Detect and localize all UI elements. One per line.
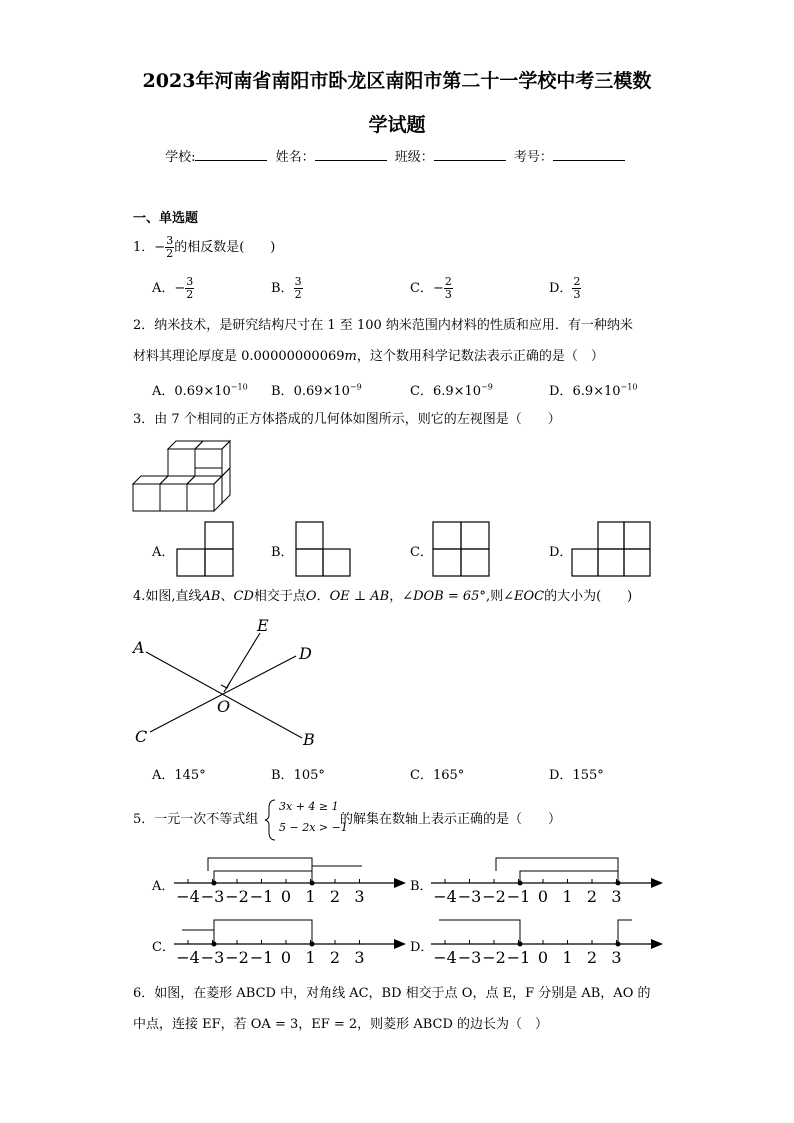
tick-label: −4	[176, 948, 200, 967]
solution-bracket	[208, 858, 312, 871]
q1-text: 的相反数是( )	[174, 240, 276, 255]
tick-label: 0	[280, 948, 292, 967]
q4-option-c[interactable]: C．165°	[410, 768, 465, 783]
q5-option-d-label[interactable]: D．	[410, 940, 434, 955]
solution-bracket	[214, 871, 312, 883]
q3-option-b-label[interactable]: B．	[271, 545, 294, 560]
tick-label: 0	[537, 887, 549, 906]
q4-option-a[interactable]: A．145°	[152, 768, 206, 783]
question-6-line2: 中点，连接 EF，若 OA = 3，EF = 2，则菱形 ABCD 的边长为（ ）	[133, 1017, 549, 1032]
numberline-b[interactable]	[431, 858, 663, 906]
question-2-line1: 2．纳米技术，是研究结构尺寸在 1 至 100 纳米范围内材料的性质和应用．有一种纳米	[133, 318, 633, 333]
endpoint-dot	[310, 942, 315, 947]
q5-option-c-label[interactable]: C．	[152, 940, 175, 955]
label-e: E	[257, 616, 269, 635]
endpoint-dot	[518, 942, 523, 947]
q5-ineq1: 3x + 4 ≥ 1	[279, 800, 339, 813]
tick-label: −1	[506, 948, 531, 967]
tick-label: −1	[249, 948, 274, 967]
q4-option-d[interactable]: D．155°	[549, 768, 604, 783]
tick-label: 0	[280, 887, 292, 906]
question-4: 4.如图,直线AB、CD相交于点O．OE ⊥ AB，∠DOB = 65°,则∠EOC的大小为( )	[133, 589, 633, 604]
tick-label: −1	[506, 887, 531, 906]
q5-option-a-label[interactable]: A．	[152, 879, 175, 894]
class-label: 班级：	[394, 150, 434, 165]
question-5-stem: 5．一元一次不等式组	[133, 812, 259, 827]
label-c: C	[135, 727, 148, 746]
tick-label: 3	[611, 887, 622, 906]
q5-ineq2: 5 − 2x > −1	[279, 821, 348, 834]
axis-arrow	[394, 878, 406, 888]
tick-label: −3	[200, 948, 225, 967]
endpoint-dot	[518, 881, 523, 886]
endpoint-dot	[616, 881, 621, 886]
tick-label: −3	[457, 948, 482, 967]
endpoint-dot	[212, 942, 217, 947]
solution-bracket	[439, 920, 520, 944]
q2-option-b[interactable]: B．$0.69\times 10^{-9}$	[271, 382, 362, 399]
tick-label: 1	[562, 887, 573, 906]
tick-label: −2	[482, 887, 506, 906]
section-heading: 一、单选题	[133, 211, 199, 226]
tick-label: −3	[200, 887, 225, 906]
tick-label: 1	[562, 948, 573, 967]
tick-label: 2	[329, 887, 341, 906]
solution-bracket	[496, 858, 618, 871]
q2-option-a[interactable]: A．$0.69\times 10^{-10}$	[152, 382, 248, 399]
label-a: A	[133, 638, 145, 657]
page-title-line1: 2023年河南省南阳市卧龙区南阳市第二十一学校中考三模数	[142, 70, 652, 92]
q3-option-a-label[interactable]: A．	[152, 545, 175, 560]
solution-bracket	[520, 871, 618, 883]
endpoint-dot	[616, 942, 621, 947]
tick-label: −4	[433, 948, 457, 967]
numberline-a[interactable]	[174, 858, 406, 906]
q1-fraction: $\frac{3}{2}$	[166, 234, 174, 260]
q1-option-c[interactable]: C．− $\frac{2}{3}$	[410, 275, 452, 301]
q2-option-c[interactable]: C．$6.9\times 10^{-9}$	[410, 382, 493, 399]
question-3: 3．由 7 个相同的正方体搭成的几何体如图所示，则它的左视图是（ ）	[133, 412, 561, 427]
q4-option-b[interactable]: B．105°	[271, 768, 325, 783]
tick-label: −2	[482, 948, 506, 967]
q1-option-b[interactable]: B． $\frac{3}{2}$	[271, 275, 302, 301]
axis-arrow	[394, 939, 406, 949]
tick-label: 0	[537, 948, 549, 967]
tick-label: 1	[305, 887, 316, 906]
axis-arrow	[651, 878, 663, 888]
tick-label: −2	[225, 887, 249, 906]
q3-option-c-label[interactable]: C．	[410, 545, 433, 560]
tick-label: 2	[586, 948, 598, 967]
tick-label: −4	[433, 887, 457, 906]
tick-label: 1	[305, 948, 316, 967]
tick-label: −1	[249, 887, 274, 906]
q1-option-a[interactable]: A．− $\frac{3}{2}$	[152, 275, 194, 301]
tick-label: 3	[354, 887, 365, 906]
question-5-tail: 的解集在数轴上表示正确的是（ ）	[340, 812, 562, 827]
q1-number: 1．	[133, 240, 155, 255]
label-b: B	[303, 730, 315, 749]
q3-option-d-label[interactable]: D．	[549, 545, 573, 560]
tick-label: 3	[611, 948, 622, 967]
q2-option-d[interactable]: D．$6.9\times 10^{-10}$	[549, 382, 638, 399]
question-6-line1: 6．如图，在菱形 ABCD 中，对角线 AC，BD 相交于点 O，点 E，F 分别是 AB，AO 的	[133, 986, 651, 1001]
q1-minus: −	[154, 240, 166, 255]
solution-bracket	[182, 930, 214, 944]
endpoint-dot	[310, 881, 315, 886]
solution-bracket	[618, 920, 632, 944]
q5-option-b-label[interactable]: B．	[410, 879, 433, 894]
numberline-d[interactable]	[431, 920, 663, 967]
school-label: 学校:	[165, 150, 196, 165]
endpoint-dot	[212, 881, 217, 886]
axis-arrow	[651, 939, 663, 949]
tick-label: −2	[225, 948, 249, 967]
page-title-line2: 学试题	[368, 114, 426, 136]
tick-label: −4	[176, 887, 200, 906]
name-label: 姓名：	[275, 150, 315, 165]
tick-label: 3	[354, 948, 365, 967]
tick-label: 2	[329, 948, 341, 967]
tick-label: −3	[457, 887, 482, 906]
solution-bracket	[214, 920, 312, 944]
question-2-line2: 材料其理论厚度是 0.00000000069m，这个数用科学记数法表示正确的是（ ）	[133, 349, 604, 364]
numberline-c[interactable]	[174, 920, 406, 967]
tick-label: 2	[586, 887, 598, 906]
label-o: O	[217, 697, 231, 716]
exam-no-label: 考号：	[513, 150, 553, 165]
label-d: D	[299, 644, 312, 663]
q1-option-d[interactable]: D． $\frac{2}{3}$	[549, 275, 581, 301]
